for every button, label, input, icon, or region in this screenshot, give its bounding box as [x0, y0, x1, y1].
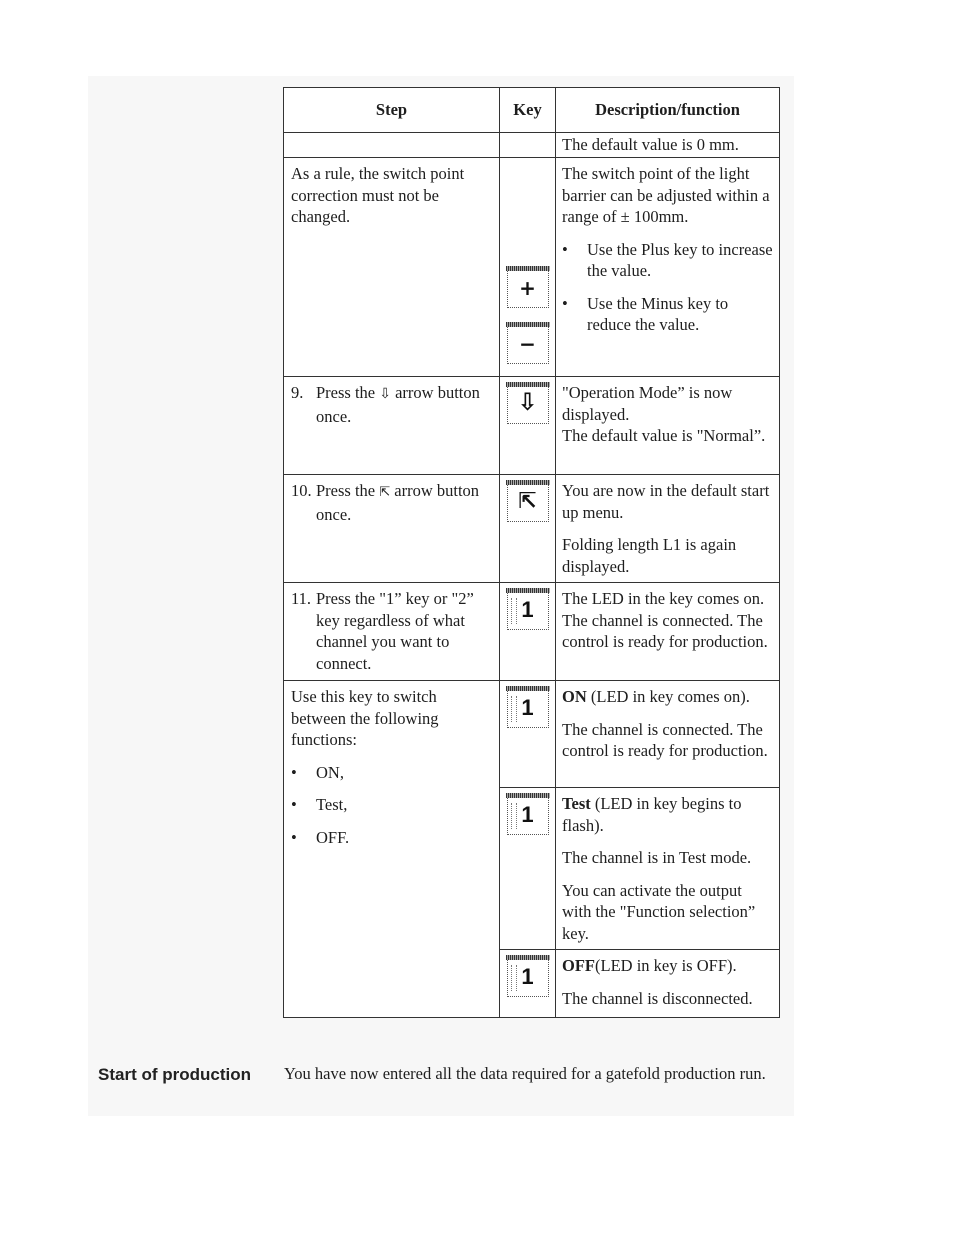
description-text: OFF(LED in key is OFF). — [562, 956, 737, 975]
list-item: • Use the Plus key to increase the value. — [562, 239, 773, 280]
table-row — [284, 158, 780, 377]
table-row — [284, 133, 780, 158]
step-text: Use this key to switch between the following functions: — [291, 687, 439, 749]
down-arrow-icon: ⇩ — [379, 386, 391, 402]
down-arrow-key-icon: ⇩ — [507, 386, 549, 424]
description-text: The default value is 0 mm. — [562, 135, 739, 154]
step-cell — [284, 681, 500, 1018]
table-header-row — [284, 88, 780, 133]
description-cell — [556, 583, 780, 681]
description-cell — [556, 788, 780, 950]
step-cell — [284, 377, 500, 475]
section-heading: Start of production — [98, 1065, 251, 1084]
description-text: ON (LED in key comes on). — [562, 687, 750, 706]
description-text: You are now in the default start up menu. — [562, 481, 770, 522]
minus-key-icon: − — [507, 326, 549, 364]
section-text: You have now entered all the data required for a gatefold production run. — [284, 1064, 766, 1083]
list-item: • Use the Minus key to reduce the value. — [562, 293, 729, 334]
description-text: You can activate the output with the "Function selection” key. — [562, 880, 756, 943]
key-cell — [500, 950, 556, 1018]
plus-key-icon: + — [507, 270, 549, 308]
step-text: Press the ⇩ arrow button once. — [316, 383, 480, 426]
step-number: 10. — [291, 481, 312, 500]
channel-key-1-icon: 1 — [507, 592, 549, 630]
key-cell — [500, 583, 556, 681]
channel-key-1-icon: 1 — [507, 959, 549, 997]
step-cell — [284, 158, 500, 377]
channel-key-1-icon: 1 — [507, 690, 549, 728]
description-text: The channel is connected. The control is ready for production. — [562, 719, 768, 760]
key-cell — [500, 681, 556, 788]
description-text: "Operation Mode” is now displayed. — [562, 383, 733, 424]
step-number: 11. — [291, 589, 312, 608]
step-text: Press the "1” key or "2” key regardless of what channel you want to connect. — [316, 589, 474, 673]
description-text: The channel is in Test mode. — [562, 848, 752, 867]
header-step: Step — [284, 88, 500, 133]
key-cell — [500, 475, 556, 583]
list-item: • Test, — [291, 795, 348, 814]
description-cell — [556, 681, 780, 788]
description-text: The default value is "Normal”. — [562, 426, 766, 445]
description-text: The channel is disconnected. — [562, 988, 753, 1008]
description-text: Folding length L1 is again displayed. — [562, 535, 737, 576]
header-key: Key — [500, 88, 556, 133]
step-cell — [284, 583, 500, 681]
step-text: As a rule, the switch point correction must not be changed. — [291, 164, 465, 226]
table-row — [284, 583, 780, 681]
instruction-table — [283, 87, 780, 1018]
list-item: • ON, — [291, 762, 344, 782]
step-text: Press the ⇱ arrow button once. — [316, 481, 480, 524]
key-cell — [500, 788, 556, 950]
description-cell — [556, 950, 780, 1018]
description-cell — [556, 158, 780, 377]
table-row — [284, 377, 780, 475]
step-cell — [284, 133, 500, 158]
key-cell — [500, 133, 556, 158]
step-cell — [284, 475, 500, 583]
description-text: The switch point of the light barrier can be adjusted within a range of ± 100mm. — [562, 164, 770, 226]
description-cell — [556, 133, 780, 158]
header-description: Description/function — [556, 88, 780, 133]
home-key-icon: ⇱ — [507, 484, 549, 522]
description-cell — [556, 377, 780, 475]
key-cell — [500, 377, 556, 475]
table-row — [284, 681, 780, 788]
channel-key-1-icon: 1 — [507, 797, 549, 835]
key-cell — [500, 158, 556, 377]
description-cell — [556, 475, 780, 583]
description-text: The LED in the key comes on. The channel is connected. The control is ready for production. — [562, 589, 768, 651]
home-arrow-icon: ⇱ — [379, 485, 391, 500]
description-text: Test (LED in key begins to flash). — [562, 794, 742, 835]
step-number: 9. — [291, 383, 304, 402]
table-row — [284, 475, 780, 583]
list-item: • OFF. — [291, 827, 350, 847]
